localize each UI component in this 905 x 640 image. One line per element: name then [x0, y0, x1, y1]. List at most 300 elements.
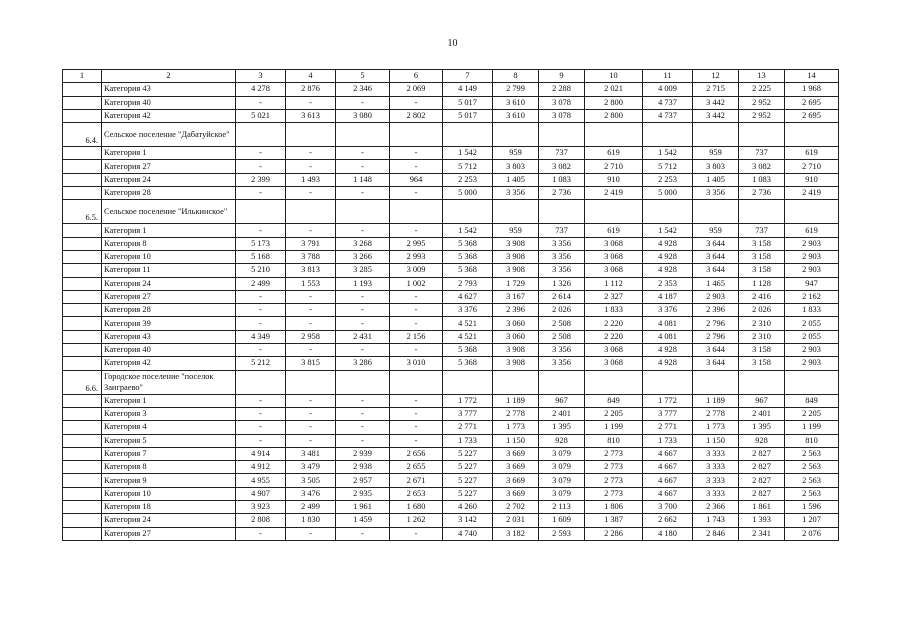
column-header-13: 13 [739, 70, 785, 83]
value-cell: 928 [739, 434, 785, 447]
value-cell: 619 [585, 147, 643, 160]
value-cell: - [390, 394, 443, 407]
value-cell: - [286, 394, 336, 407]
value-cell: 4 667 [643, 474, 693, 487]
table-body [63, 70, 839, 541]
value-cell: 2 026 [539, 304, 585, 317]
value-cell: 1 148 [336, 173, 390, 186]
value-cell: 1 459 [336, 514, 390, 527]
value-cell: 1 207 [785, 514, 839, 527]
value-cell: 2 366 [693, 501, 739, 514]
table-row [63, 160, 839, 173]
value-cell: - [236, 407, 286, 420]
value-cell: - [336, 394, 390, 407]
table-row [63, 237, 839, 250]
table-row [63, 474, 839, 487]
value-cell: 1 733 [643, 434, 693, 447]
value-cell: 5 368 [443, 357, 493, 370]
table-row [63, 461, 839, 474]
value-cell: 2 156 [390, 330, 443, 343]
value-cell: 1 405 [693, 173, 739, 186]
value-cell: 810 [785, 434, 839, 447]
value-cell: 3 669 [493, 447, 539, 460]
value-cell: - [286, 407, 336, 420]
table-row [63, 501, 839, 514]
value-cell: 959 [693, 147, 739, 160]
value-cell: - [336, 434, 390, 447]
value-cell [390, 123, 443, 147]
value-cell: 1 405 [493, 173, 539, 186]
value-cell: 4 667 [643, 461, 693, 474]
value-cell: - [236, 394, 286, 407]
value-cell: 3 060 [493, 330, 539, 343]
value-cell: 2 903 [693, 290, 739, 303]
value-cell: 3 376 [643, 304, 693, 317]
value-cell: 1 553 [286, 277, 336, 290]
row-name: Категория 8 [102, 461, 236, 474]
value-cell: 2 327 [585, 290, 643, 303]
row-number [63, 344, 102, 357]
value-cell: 1 262 [390, 514, 443, 527]
value-cell: 2 346 [336, 83, 390, 96]
value-cell: 3 644 [693, 344, 739, 357]
value-cell: 2 162 [785, 290, 839, 303]
value-cell: 1 128 [739, 277, 785, 290]
value-cell: 3 285 [336, 264, 390, 277]
value-cell: - [286, 421, 336, 434]
value-cell: 1 083 [739, 173, 785, 186]
column-header-11: 11 [643, 70, 693, 83]
value-cell: 1 806 [585, 501, 643, 514]
value-cell: 959 [493, 147, 539, 160]
value-cell: 2 253 [643, 173, 693, 186]
row-number [63, 173, 102, 186]
value-cell: 2 808 [236, 514, 286, 527]
value-cell: - [236, 434, 286, 447]
value-cell [585, 370, 643, 394]
value-cell: 2 563 [785, 474, 839, 487]
value-cell: - [286, 224, 336, 237]
table-row [63, 514, 839, 527]
row-name: Категория 27 [102, 527, 236, 540]
value-cell: 3 803 [693, 160, 739, 173]
value-cell: 2 416 [739, 290, 785, 303]
value-cell [286, 370, 336, 394]
value-cell: 3 908 [493, 237, 539, 250]
value-cell: - [236, 344, 286, 357]
value-cell: 2 205 [785, 407, 839, 420]
value-cell: 4 907 [236, 487, 286, 500]
value-cell: 2 614 [539, 290, 585, 303]
row-number [63, 147, 102, 160]
value-cell: 1 830 [286, 514, 336, 527]
row-number [63, 407, 102, 420]
value-cell: 3 068 [585, 264, 643, 277]
value-cell: 3 700 [643, 501, 693, 514]
value-cell: 737 [739, 224, 785, 237]
value-cell: 4 260 [443, 501, 493, 514]
value-cell: 2 773 [585, 487, 643, 500]
value-cell: 3 158 [739, 237, 785, 250]
column-header-1: 1 [63, 70, 102, 83]
value-cell: 1 387 [585, 514, 643, 527]
value-cell: 1 596 [785, 501, 839, 514]
value-cell: 2 399 [236, 173, 286, 186]
value-cell: 2 827 [739, 474, 785, 487]
value-cell: 2 401 [539, 407, 585, 420]
row-name: Категория 27 [102, 160, 236, 173]
value-cell: 3 908 [493, 264, 539, 277]
value-cell: 2 353 [643, 277, 693, 290]
value-cell: 1 395 [739, 421, 785, 434]
row-name: Категория 5 [102, 434, 236, 447]
value-cell: 1 542 [443, 147, 493, 160]
table-row [63, 487, 839, 500]
value-cell [539, 200, 585, 224]
value-cell: - [236, 96, 286, 109]
column-header-3: 3 [236, 70, 286, 83]
value-cell [336, 200, 390, 224]
value-cell: - [286, 317, 336, 330]
value-cell: 4 521 [443, 317, 493, 330]
row-name: Сельское поселение "Илькинское" [102, 200, 236, 224]
value-cell [785, 200, 839, 224]
row-name: Категория 24 [102, 514, 236, 527]
value-cell [493, 200, 539, 224]
value-cell: 4 667 [643, 487, 693, 500]
row-name: Категория 1 [102, 147, 236, 160]
value-cell: - [236, 421, 286, 434]
value-cell: 3 644 [693, 357, 739, 370]
value-cell: 1 833 [785, 304, 839, 317]
value-cell: 3 356 [539, 250, 585, 263]
value-cell: 4 928 [643, 357, 693, 370]
value-cell: 910 [585, 173, 643, 186]
value-cell [286, 123, 336, 147]
table-row [63, 330, 839, 343]
value-cell: 2 069 [390, 83, 443, 96]
value-cell: 3 010 [390, 357, 443, 370]
value-cell [493, 123, 539, 147]
value-cell: 3 356 [539, 237, 585, 250]
value-cell: 2 695 [785, 109, 839, 122]
value-cell: 3 079 [539, 447, 585, 460]
value-cell [539, 370, 585, 394]
value-cell: 3 082 [739, 160, 785, 173]
value-cell: 2 563 [785, 447, 839, 460]
value-cell: 3 669 [493, 461, 539, 474]
value-cell: - [390, 290, 443, 303]
row-number [63, 461, 102, 474]
row-number [63, 187, 102, 200]
table-row [63, 407, 839, 420]
value-cell: - [390, 304, 443, 317]
row-number [63, 421, 102, 434]
value-cell: 2 778 [493, 407, 539, 420]
value-cell: 2 796 [693, 317, 739, 330]
value-cell: - [390, 421, 443, 434]
value-cell: 2 952 [739, 109, 785, 122]
row-name: Категория 10 [102, 487, 236, 500]
value-cell: 3 333 [693, 474, 739, 487]
row-number [63, 264, 102, 277]
value-cell: 1 729 [493, 277, 539, 290]
value-cell: 4 081 [643, 317, 693, 330]
value-cell: - [236, 187, 286, 200]
value-cell: - [390, 344, 443, 357]
value-cell [236, 370, 286, 394]
value-cell: 3 505 [286, 474, 336, 487]
value-cell: 3 813 [286, 264, 336, 277]
value-cell: 2 341 [739, 527, 785, 540]
value-cell [390, 200, 443, 224]
value-cell: 3 376 [443, 304, 493, 317]
row-number [63, 290, 102, 303]
value-cell: - [236, 317, 286, 330]
table-row [63, 344, 839, 357]
value-cell [739, 123, 785, 147]
table-row [63, 224, 839, 237]
table-row [63, 250, 839, 263]
value-cell: - [236, 304, 286, 317]
section-row [63, 370, 839, 394]
row-name: Категория 40 [102, 344, 236, 357]
value-cell: 5 017 [443, 109, 493, 122]
value-cell: 810 [585, 434, 643, 447]
value-cell: 4 667 [643, 447, 693, 460]
value-cell: 4 009 [643, 83, 693, 96]
value-cell: 1 189 [493, 394, 539, 407]
value-cell: 2 958 [286, 330, 336, 343]
value-cell: 3 356 [539, 264, 585, 277]
value-cell: - [286, 290, 336, 303]
value-cell: - [336, 344, 390, 357]
value-cell: - [336, 290, 390, 303]
table-row [63, 434, 839, 447]
value-cell: 3 442 [693, 109, 739, 122]
value-cell: 1 189 [693, 394, 739, 407]
value-cell: 2 113 [539, 501, 585, 514]
value-cell: 2 055 [785, 330, 839, 343]
column-header-7: 7 [443, 70, 493, 83]
value-cell: 3 476 [286, 487, 336, 500]
value-cell: - [336, 304, 390, 317]
row-number [63, 277, 102, 290]
value-cell: 3 356 [693, 187, 739, 200]
row-number [63, 83, 102, 96]
value-cell: 1 772 [443, 394, 493, 407]
table-row [63, 109, 839, 122]
row-name: Категория 27 [102, 290, 236, 303]
value-cell: 2 310 [739, 330, 785, 343]
column-header-14: 14 [785, 70, 839, 83]
value-cell: 3 158 [739, 357, 785, 370]
row-name: Категория 7 [102, 447, 236, 460]
table-row [63, 290, 839, 303]
value-cell: 2 662 [643, 514, 693, 527]
value-cell: 2 419 [585, 187, 643, 200]
value-cell [693, 200, 739, 224]
value-cell [236, 200, 286, 224]
value-cell: 2 396 [693, 304, 739, 317]
value-cell: - [236, 147, 286, 160]
value-cell: 1 493 [286, 173, 336, 186]
row-name: Категория 43 [102, 330, 236, 343]
value-cell: 3 333 [693, 487, 739, 500]
value-cell [493, 370, 539, 394]
value-cell: 5 368 [443, 264, 493, 277]
value-cell: 4 912 [236, 461, 286, 474]
value-cell: 3 481 [286, 447, 336, 460]
value-cell: - [336, 160, 390, 173]
value-cell: 1 542 [443, 224, 493, 237]
value-cell: 3 068 [585, 250, 643, 263]
row-number [63, 527, 102, 540]
row-number [63, 224, 102, 237]
value-cell: 4 149 [443, 83, 493, 96]
value-cell: 1 150 [693, 434, 739, 447]
column-header-4: 4 [286, 70, 336, 83]
row-name: Категория 18 [102, 501, 236, 514]
value-cell: 5 210 [236, 264, 286, 277]
value-cell: - [390, 407, 443, 420]
value-cell: 3 158 [739, 344, 785, 357]
value-cell: 3 068 [585, 357, 643, 370]
value-cell: - [390, 527, 443, 540]
value-cell: 4 737 [643, 96, 693, 109]
table-row [63, 277, 839, 290]
value-cell: 3 333 [693, 461, 739, 474]
table-header-row [63, 70, 839, 83]
value-cell: 3 068 [585, 344, 643, 357]
table-row [63, 264, 839, 277]
value-cell: - [336, 96, 390, 109]
value-cell: 4 928 [643, 264, 693, 277]
row-name: Категория 1 [102, 394, 236, 407]
value-cell: 2 653 [390, 487, 443, 500]
row-number [63, 474, 102, 487]
value-cell: 4 928 [643, 344, 693, 357]
section-row [63, 123, 839, 147]
value-cell: 5 712 [643, 160, 693, 173]
value-cell: 5 000 [443, 187, 493, 200]
row-name: Категория 3 [102, 407, 236, 420]
value-cell: 2 055 [785, 317, 839, 330]
value-cell [443, 123, 493, 147]
value-cell: 3 080 [336, 109, 390, 122]
row-number [63, 514, 102, 527]
value-cell: 2 508 [539, 317, 585, 330]
value-cell: - [336, 224, 390, 237]
value-cell: 5 368 [443, 344, 493, 357]
column-header-2: 2 [102, 70, 236, 83]
value-cell: 2 903 [785, 344, 839, 357]
row-number [63, 357, 102, 370]
value-cell: 3 333 [693, 447, 739, 460]
value-cell: 2 710 [785, 160, 839, 173]
value-cell: 4 737 [643, 109, 693, 122]
value-cell: 5 227 [443, 474, 493, 487]
value-cell: 3 078 [539, 109, 585, 122]
value-cell: 2 286 [585, 527, 643, 540]
value-cell: 1 961 [336, 501, 390, 514]
row-number [63, 237, 102, 250]
value-cell: 5 227 [443, 461, 493, 474]
value-cell: 1 833 [585, 304, 643, 317]
value-cell: - [336, 421, 390, 434]
row-name: Категория 9 [102, 474, 236, 487]
value-cell: - [236, 224, 286, 237]
value-cell [785, 123, 839, 147]
row-number [63, 501, 102, 514]
value-cell: 2 026 [739, 304, 785, 317]
value-cell: 4 740 [443, 527, 493, 540]
value-cell: 2 695 [785, 96, 839, 109]
value-cell: 2 563 [785, 461, 839, 474]
value-cell: 4 914 [236, 447, 286, 460]
value-cell: 1 395 [539, 421, 585, 434]
row-number [63, 447, 102, 460]
value-cell: 2 939 [336, 447, 390, 460]
value-cell: 2 508 [539, 330, 585, 343]
row-number [63, 160, 102, 173]
value-cell [785, 370, 839, 394]
value-cell: - [236, 527, 286, 540]
value-cell: 3 009 [390, 264, 443, 277]
table-row [63, 421, 839, 434]
value-cell: 3 788 [286, 250, 336, 263]
value-cell [643, 123, 693, 147]
value-cell: 737 [539, 147, 585, 160]
value-cell: 4 349 [236, 330, 286, 343]
value-cell: 2 499 [286, 501, 336, 514]
table-row [63, 447, 839, 460]
value-cell: 2 957 [336, 474, 390, 487]
row-name: Категория 1 [102, 224, 236, 237]
row-number [63, 487, 102, 500]
value-cell: 1 542 [643, 224, 693, 237]
value-cell: 5 712 [443, 160, 493, 173]
value-cell: 3 286 [336, 357, 390, 370]
value-cell: - [336, 407, 390, 420]
value-cell: 4 081 [643, 330, 693, 343]
value-cell: 2 773 [585, 447, 643, 460]
value-cell: 3 791 [286, 237, 336, 250]
value-cell: 2 827 [739, 487, 785, 500]
row-name: Категория 39 [102, 317, 236, 330]
value-cell [443, 200, 493, 224]
row-number [63, 304, 102, 317]
value-cell: 1 609 [539, 514, 585, 527]
value-cell: 2 800 [585, 96, 643, 109]
value-cell: 4 928 [643, 237, 693, 250]
value-cell: - [236, 290, 286, 303]
value-cell: 5 227 [443, 447, 493, 460]
row-name: Категория 11 [102, 264, 236, 277]
value-cell: 2 710 [585, 160, 643, 173]
row-name: Категория 8 [102, 237, 236, 250]
value-cell: 1 465 [693, 277, 739, 290]
value-cell: 3 815 [286, 357, 336, 370]
value-cell: 3 908 [493, 344, 539, 357]
value-cell: 1 193 [336, 277, 390, 290]
value-cell: 2 827 [739, 447, 785, 460]
value-cell: 1 199 [785, 421, 839, 434]
value-cell: 2 771 [643, 421, 693, 434]
value-cell: 3 669 [493, 474, 539, 487]
value-cell: 1 542 [643, 147, 693, 160]
value-cell: 849 [785, 394, 839, 407]
